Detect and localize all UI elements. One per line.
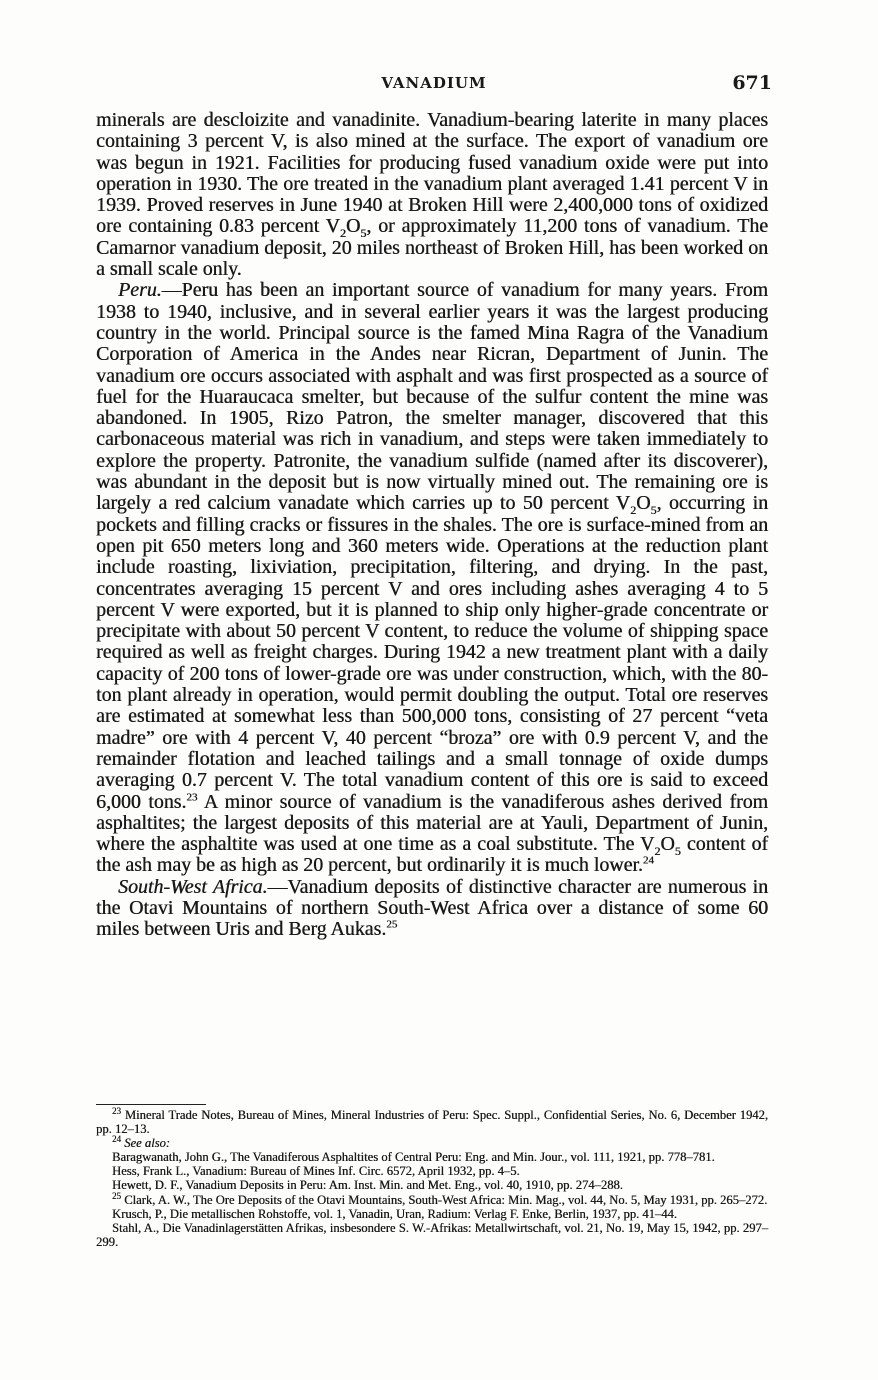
footnote-25 [96,1190,768,1207]
see-also-label: See also: [124,1136,170,1151]
reference-item: Hess, Frank L., Vanadium: Bureau of Mines Inf. Circ. 6572, April 1932, pp. 4–5. [112,1164,520,1179]
paragraph-south-west-africa [96,877,768,941]
footnote-mark: 24 [112,1134,121,1144]
reference-item: Baragwanath, John G., The Vanadiferous Asphaltites of Central Peru: Eng. and Min. Jour., vol. 111, 1921, pp. 778–781. [112,1150,715,1165]
page-number: 671 [732,72,772,94]
subscript: 2 [654,844,661,859]
paragraph-peru [96,280,768,876]
footnote-ref-23: 23 [186,790,198,803]
footnotes [96,1105,768,1249]
footnote-24 [96,1136,768,1150]
footnote-ref-24: 24 [642,854,654,867]
footnote-mark: 23 [112,1105,121,1116]
footnote-mark: 25 [112,1190,121,1201]
section-heading-south-west-africa: South-West Africa. [118,875,268,898]
text-run: minerals are descloizite and vanadinite. Vanadium-bearing laterite in many places containing 3 percent V, is also mined at the surface. The export of vanadium ore was begun in 1921. Facilities for producing fused vanadium oxide were put into operation in 1930. The ore treated in the vanadium plant averaged 1.41 percent V in 1939. Proved reserves in June 1940 at Broken Hill were 2,400,000 tons of oxidized ore containing 0.83 percent V [96,109,768,238]
text-run: O [636,492,651,515]
text-run: O [660,833,675,856]
reference-item: Stahl, A., Die Vanadinlagerstätten Afrikas, insbesondere S. W.-Afrikas: Metallwirtschaft, vol. 21, No. 19, May 15, 1942, pp. 297–299. [96,1220,768,1249]
text-run: O [345,215,361,238]
section-heading-peru: Peru. [118,279,162,302]
text-run: , or approximately 11,200 tons of vanadium. The Camarnor vanadium deposit, 20 miles northeast of Broken Hill, has been worked on a small scale only. [96,215,768,281]
subscript: 2 [339,226,346,241]
text-run: —Peru has been an important source of vanadium for many years. From 1938 to 1940, inclusive, and in several earlier years it was the largest producing country in the world. Principal source is the famed Mina Ragra of the Vanadium Corporation of America in the Andes near Ricran, Department of Junin. The vanadium ore occurs associated with asphalt and was first prospected as a source of fuel for the Huaraucaca smelter, but because of the sulfur content the mine was abandoned. In 1905, Rizo Patron, the smelter manager, discovered that this carbonaceous material was rich in vanadium, and steps were taken immediately to explore the property. Patronite, the vanadium sulfide (named after its discoverer), was abundant in the deposit but is now virtually mined out. The remaining ore is largely a red calcium vanadate which carries up to 50 percent V [96,279,768,515]
footnote-text: Clark, A. W., The Ore Deposits of the Otavi Mountains, South-West Africa: Min. Mag., vol. 44, No. 5, May 1931, pp. 265–272. [121,1192,768,1207]
page-header [96,74,772,100]
footnote-text: Mineral Trade Notes, Bureau of Mines, Mineral Industries of Peru: Spec. Suppl., Confidential Series, No. 6, December 1942, pp. 12–13. [96,1108,768,1137]
text-run: A minor source of vanadium is the vanadiferous ashes derived from asphaltites; the largest deposits of this material are at Yauli, Department of Junin, where the asphaltite was used at one time as a coal substitute. The V [96,790,768,856]
reference-item: Hewett, D. F., Vanadium Deposits in Peru: Am. Inst. Min. and Met. Eng., vol. 40, 1910, pp. 274–288. [112,1178,623,1193]
paragraph-zambia-continued [96,110,768,280]
reference-item: Krusch, P., Die metallischen Rohstoffe, vol. 1, Vanadin, Uran, Radium: Verlag F. Enke, Berlin, 1937, pp. 41–44. [112,1206,677,1221]
footnote-23 [96,1105,768,1137]
subscript: 5 [360,226,367,241]
running-head: VANADIUM [381,74,487,92]
footnote-ref-25: 25 [386,918,398,931]
text-run: —Vanadium deposits of distinctive character are numerous in the Otavi Mountains of northern South-West Africa over a distance of some 60 miles between Uris and Berg Aukas. [96,875,768,941]
body-text [96,110,768,941]
subscript: 2 [630,503,637,518]
subscript: 5 [650,503,657,518]
subscript: 5 [674,844,681,859]
text-run: content of the ash may be as high as 20 percent, but ordinarily it is much lower. [96,833,768,877]
text-run: , occurring in pockets and filling cracks or fissures in the shales. The ore is surface-mined from an open pit 650 meters long and 360 meters wide. Operations at the reduction plant include roasting, lixiviation, precipitation, filtering, and drying. In the past, concentrates averaging 15 percent V and ores including ashes averaging 4 to 5 percent V were exported, but it is planned to ship only higher-grade concentrate or precipitate with about 50 percent V content, to reduce the volume of shipping space required as well as freight charges. During 1942 a new treatment plant with a daily capacity of 200 tons of lower-grade ore was under construction, which, with the 80-ton plant already in operation, would permit doubling the output. Total ore reserves are estimated at somewhat less than 500,000 tons, consisting of 27 percent “veta madre” ore with 4 percent V, 40 percent “broza” ore with 0.9 percent V, and the remainder flotation and leached tailings and a small tonnage of oxide dumps averaging 0.7 percent V. The total vanadium content of this ore is said to exceed 6,000 tons. [96,492,768,813]
